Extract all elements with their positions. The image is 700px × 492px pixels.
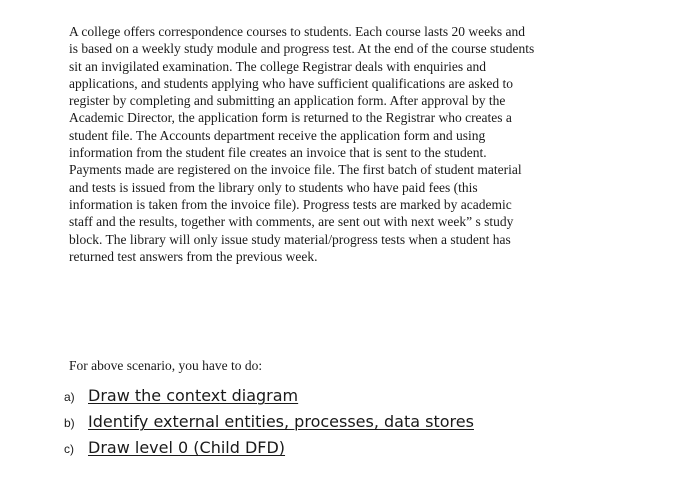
scenario-line: A college offers correspondence courses to students. Each course lasts 20 weeks and <box>69 24 525 39</box>
task-marker: a) <box>64 390 75 404</box>
task-text: Identify external entities, processes, data stores <box>88 412 474 431</box>
scenario-line: is based on a weekly study module and progress test. At the end of the course students <box>69 41 535 57</box>
scenario-line: information from the student file creates an invoice that is sent to the student. <box>69 145 487 161</box>
scenario-line: returned test answers from the previous week. <box>69 248 318 264</box>
task-item-context-diagram <box>64 386 474 412</box>
scenario-paragraph <box>69 23 609 265</box>
task-item-level0-dfd <box>64 438 474 464</box>
scenario-line: Academic Director, the application form is returned to the Registrar who creates a <box>69 110 512 126</box>
scenario-line: student file. The Accounts department receive the application form and using <box>69 127 486 143</box>
scenario-line: information is taken from the invoice file). Progress tests are marked by academic <box>69 196 512 212</box>
scenario-line: register by completing and submitting an application form. After approval by the <box>69 93 506 109</box>
scenario-line: Payments made are registered on the invoice file. The first batch of student material <box>69 162 522 178</box>
task-text: Draw the context diagram <box>88 386 299 405</box>
task-item-identify-entities <box>64 412 474 438</box>
task-marker: b) <box>64 416 75 430</box>
scenario-line: applications, and students applying who have sufficient qualifications are asked to <box>69 75 514 91</box>
scenario-line: and tests is issued from the library only to students who have paid fees (this <box>69 179 478 195</box>
instruction-text: For above scenario, you have to do: <box>69 358 263 373</box>
task-marker: c) <box>64 442 74 456</box>
task-list <box>64 386 474 464</box>
task-text: Draw level 0 (Child DFD) <box>88 438 286 457</box>
scenario-line: staff and the results, together with comments, are sent out with next week” s study <box>69 214 514 230</box>
scenario-line: block. The library will only issue study material/progress tests when a student has <box>69 231 511 247</box>
scenario-line: sit an invigilated examination. The college Registrar deals with enquiries and <box>69 58 487 74</box>
